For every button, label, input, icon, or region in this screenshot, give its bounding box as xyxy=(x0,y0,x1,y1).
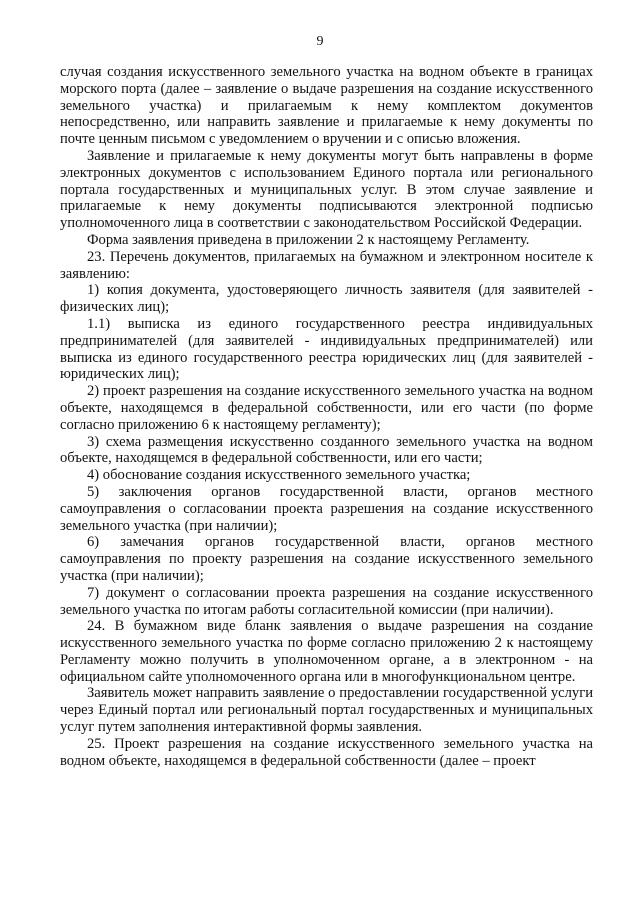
list-item-7: 7) документ о согласовании проекта разрешения на создание искусственного земельного участка по итогам работы согласительной комиссии (при наличии). xyxy=(60,584,593,618)
list-item-2: 2) проект разрешения на создание искусственного земельного участка на водном объекте, находящемся в федеральной собственности, или его части (по форме согласно приложению 6 к настоящему регламенту); xyxy=(60,383,593,433)
page-number: 9 xyxy=(316,34,324,49)
paragraph-continuation: случая создания искусственного земельного участка на водном объекте в границах морского порта (далее – заявление о выдаче разрешения на создание искусственного земельного участка) и прилагаемым к нему комплектом документов непосредственно, или направить заявление и прилагаемые к нему документы по почте ценным письмом с уведомлением о вручении и с описью вложения. xyxy=(60,64,593,148)
list-item-3: 3) схема размещения искусственно созданного земельного участка на водном объекте, находящемся в федеральной собственности, или его части; xyxy=(60,433,593,467)
paragraph-item-25: 25. Проект разрешения на создание искусственного земельного участка на водном объекте, находящемся в федеральной собственности (далее – проект xyxy=(60,735,593,769)
paragraph-electronic-submission: Заявление и прилагаемые к нему документы могут быть направлены в форме электронных документов с использованием Единого портала или регионального портала государственных и муниципальных услуг. В этом случае заявление и прилагаемые к нему документы подписываются электронной подписью уполномоченного лица в соответствии с законодательством Российской Федерации. xyxy=(60,147,593,232)
list-item-1: 1) копия документа, удостоверяющего личность заявителя (для заявителей - физических лиц); xyxy=(60,282,593,316)
list-item-6: 6) замечания органов государственной власти, органов местного самоуправления по проекту разрешения на создание искусственного земельного участка (при наличии); xyxy=(60,534,593,584)
list-item-4: 4) обоснование создания искусственного земельного участка; xyxy=(87,467,471,484)
paragraph-item-23: 23. Перечень документов, прилагаемых на бумажном и электронном носителе к заявлению: xyxy=(60,248,593,282)
paragraph-form-reference: Форма заявления приведена в приложении 2 к настоящему Регламенту. xyxy=(87,231,530,248)
paragraph-item-24: 24. В бумажном виде бланк заявления о выдаче разрешения на создание искусственного земельного участка по форме согласно приложению 2 к настоящему Регламенту можно получить в уполномоченном органе, а в электронном - на официальном сайте уполномоченного органа или в многофункциональном центре. xyxy=(60,618,593,685)
list-item-5: 5) заключения органов государственной власти, органов местного самоуправления о согласовании проекта разрешения на создание искусственного земельного участка (при наличии); xyxy=(60,483,593,534)
paragraph-applicant-portal: Заявитель может направить заявление о предоставлении государственной услуги через Единый портал или региональный портал государственных и муниципальных услуг путем заполнения интерактивной формы заявления. xyxy=(60,685,593,736)
list-item-1-1: 1.1) выписка из единого государственного реестра индивидуальных предпринимателей (для заявителей - индивидуальных предпринимателей) или выписка из единого государственного реестра юридических лиц (для заявителей - юридических лиц); xyxy=(60,315,593,383)
document-body xyxy=(60,64,593,769)
